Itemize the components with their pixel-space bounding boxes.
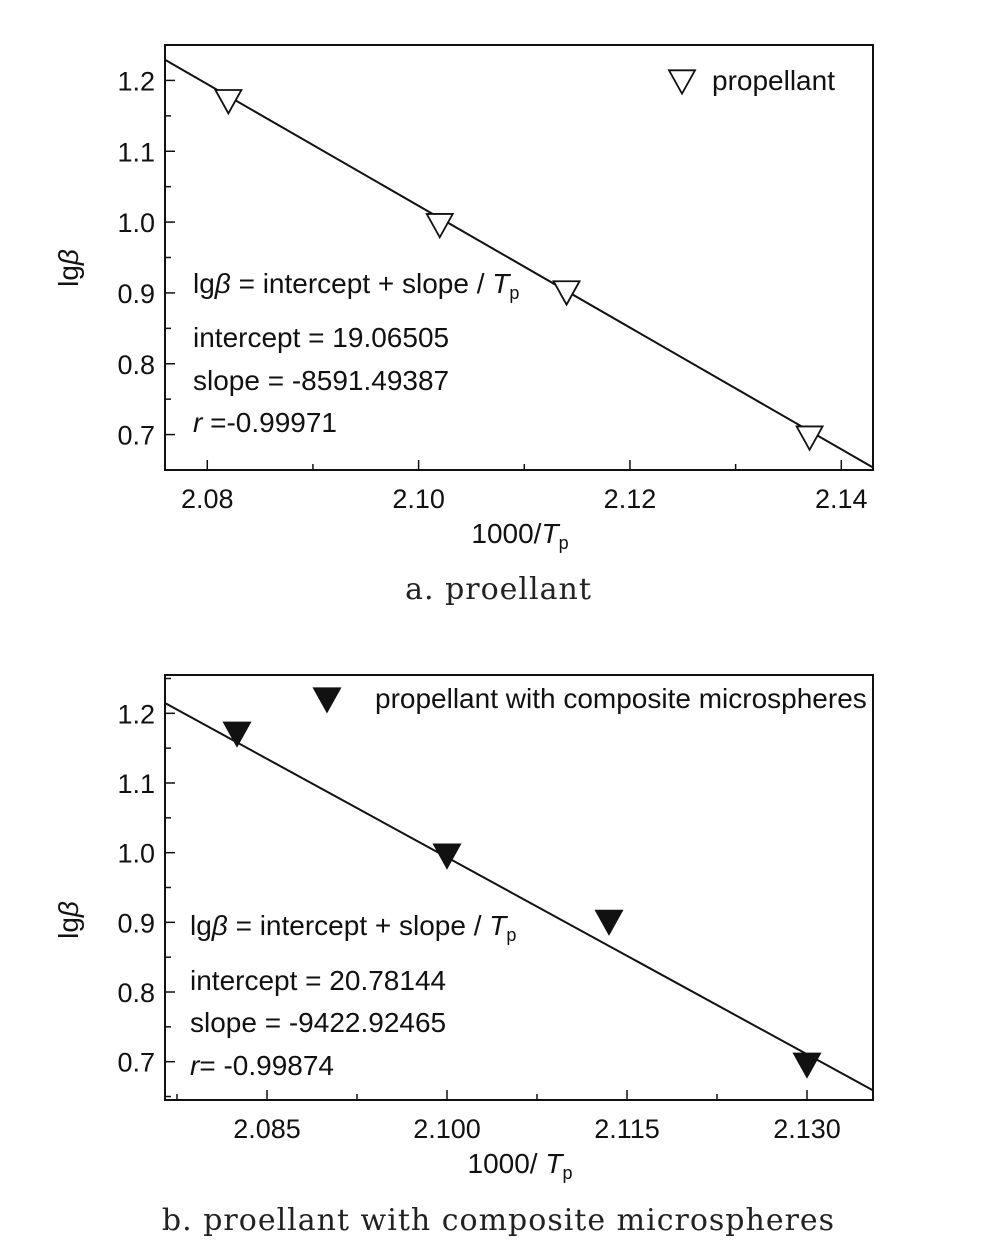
- y-tick-label-a: 1.1: [117, 137, 155, 168]
- y-tick-label-b: 0.9: [117, 908, 155, 939]
- y-tick-label-b: 1.1: [117, 768, 155, 799]
- legend-marker-a: [669, 70, 695, 93]
- data-point-b: [224, 723, 250, 746]
- x-tick-label-a: 2.12: [603, 484, 657, 514]
- equation-r-b: r= -0.99874: [190, 1050, 334, 1081]
- chart-b-plot: [0, 630, 997, 1200]
- data-point-a: [797, 426, 823, 449]
- y-axis-title-b: lgβ: [53, 901, 84, 939]
- equation-formula-a: lgβ = intercept + slope / $T_p$: [193, 268, 520, 303]
- data-point-a: [554, 281, 580, 304]
- legend-label-a: propellant: [712, 65, 835, 96]
- legend-marker-b: [314, 688, 340, 711]
- equation-intercept-b: intercept = 20.78144: [190, 965, 447, 996]
- y-tick-label-a: 1.2: [117, 66, 155, 97]
- chart-a-plot: [0, 0, 997, 570]
- caption-b-letter: b.: [161, 1203, 193, 1238]
- caption-a-text: proellant: [434, 572, 592, 607]
- equation-r-a: r =-0.99971: [193, 407, 337, 438]
- y-axis-title-a: lgβ: [53, 249, 84, 287]
- caption-b-text: proellant with composite microspheres: [192, 1203, 836, 1238]
- y-tick-label-b: 1.0: [117, 838, 155, 869]
- data-point-b: [794, 1053, 820, 1076]
- caption-a: [0, 572, 997, 607]
- y-tick-label-a: 0.9: [117, 278, 155, 309]
- legend-label-b: propellant with composite microspheres: [375, 683, 867, 714]
- equation-slope-b: slope = -9422.92465: [190, 1007, 447, 1038]
- y-tick-label-b: 1.2: [117, 699, 155, 730]
- equation-slope-a: slope = -8591.49387: [193, 365, 450, 396]
- x-axis-title-a: $1000/T_p$: [471, 518, 569, 553]
- x-tick-label-b: 2.115: [594, 1114, 660, 1144]
- x-tick-label-b: 2.085: [233, 1114, 301, 1144]
- chart-panel-b: [0, 630, 997, 1260]
- x-tick-label-a: 2.10: [392, 484, 445, 514]
- x-axis-title-b: 1000/ $T_p$: [467, 1148, 573, 1183]
- y-tick-label-b: 0.7: [117, 1047, 155, 1078]
- y-tick-label-a: 0.8: [117, 349, 155, 380]
- equation-formula-b: lgβ = intercept + slope / $T_p$: [190, 910, 517, 945]
- data-point-a: [427, 214, 453, 237]
- x-tick-label-b: 2.100: [413, 1114, 481, 1144]
- x-tick-label-a: 2.08: [180, 484, 234, 514]
- caption-a-letter: a.: [405, 572, 435, 607]
- y-tick-label-a: 0.7: [117, 420, 155, 451]
- y-tick-label-b: 0.8: [117, 978, 155, 1009]
- x-tick-label-b: 2.130: [773, 1114, 841, 1144]
- x-tick-label-a: 2.14: [815, 484, 868, 514]
- data-point-b: [434, 844, 460, 867]
- caption-b: [0, 1203, 997, 1238]
- equation-intercept-a: intercept = 19.06505: [193, 322, 450, 353]
- y-tick-label-a: 1.0: [117, 208, 155, 239]
- data-point-b: [596, 911, 622, 934]
